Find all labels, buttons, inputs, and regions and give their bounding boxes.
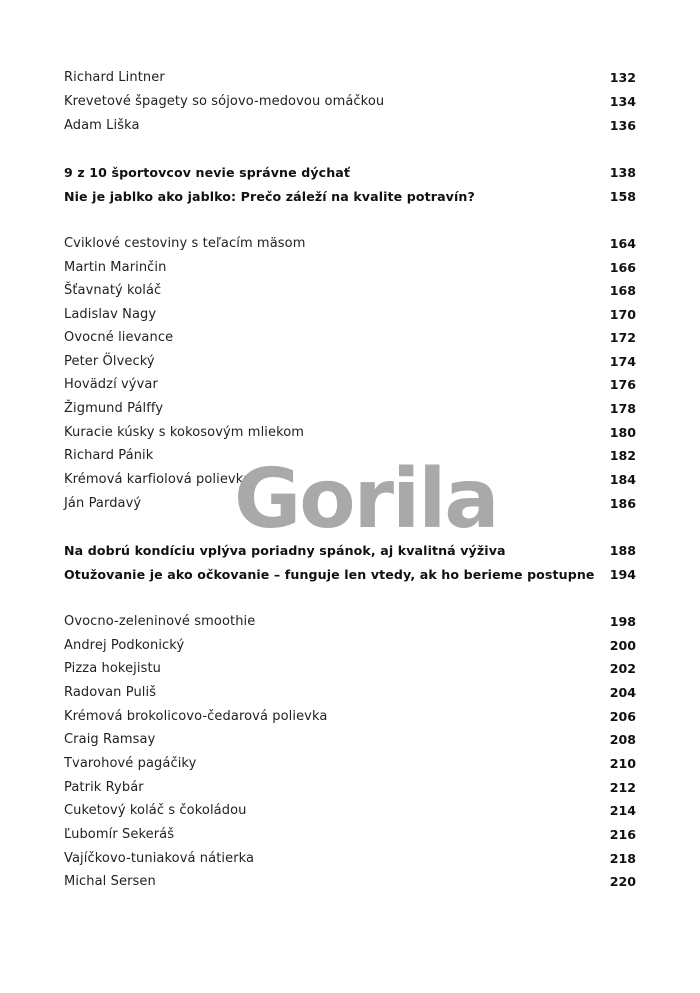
toc-entry-page: 184	[609, 471, 636, 487]
toc-entry-page: 166	[609, 259, 636, 275]
toc-entry-page: 172	[609, 329, 636, 345]
toc-entry-title: Martin Marinčin	[64, 259, 167, 275]
toc-entry-page: 212	[609, 779, 636, 795]
toc-section-entry	[64, 185, 636, 207]
toc-entry-page: 220	[609, 873, 636, 889]
toc-entry-title: Šťavnatý koláč	[64, 282, 162, 298]
toc-entry-title: Peter Ölvecký	[64, 353, 155, 369]
toc-entry	[64, 823, 636, 845]
toc-entry-title: Kuracie kúsky s kokosovým mliekom	[64, 424, 305, 440]
toc-entry	[64, 705, 636, 727]
toc-entry-page: 206	[609, 708, 636, 724]
toc-entry-title: Adam Liška	[64, 117, 140, 133]
toc-entry-page: 200	[609, 637, 636, 653]
toc-entry	[64, 303, 636, 325]
toc-section-title: 9 z 10 športovcov nevie správne dýchať	[64, 164, 350, 180]
toc-entry	[64, 421, 636, 443]
toc-entry	[64, 681, 636, 703]
toc-entry-page: 182	[609, 447, 636, 463]
toc-entry-title: Radovan Puliš	[64, 684, 157, 700]
toc-entry-title: Krémová karfiolová polievka	[64, 471, 252, 487]
toc-entry-title: Michal Sersen	[64, 873, 156, 889]
toc-entry	[64, 870, 636, 892]
toc-entry	[64, 397, 636, 419]
toc-entry-title: Ján Pardavý	[64, 495, 142, 511]
toc-entry	[64, 326, 636, 348]
toc-entry	[64, 752, 636, 774]
toc-entry	[64, 279, 636, 301]
toc-section-title: Otužovanie je ako očkovanie – funguje len vtedy, ak ho berieme postupne	[64, 566, 595, 582]
toc-entry-page: 216	[609, 826, 636, 842]
toc-entry	[64, 114, 636, 136]
toc-entry-page: 214	[609, 802, 636, 818]
gorila-watermark-logo: Gorila	[234, 452, 498, 547]
toc-entry-title: Pizza hokejistu	[64, 660, 162, 676]
toc-entry-page: 164	[609, 235, 636, 251]
toc-entry-title: Ovocno-zeleninové smoothie	[64, 613, 256, 629]
toc-entry	[64, 776, 636, 798]
toc-section-title: Nie je jablko ako jablko: Prečo záleží na kvalite potravín?	[64, 188, 475, 204]
toc-entry	[64, 90, 636, 112]
toc-entry-title: Ladislav Nagy	[64, 306, 157, 322]
toc-entry	[64, 468, 636, 490]
toc-entry-page: 204	[609, 684, 636, 700]
toc-section-entry	[64, 563, 636, 585]
toc-entry	[64, 610, 636, 632]
toc-entry-title: Patrik Rybár	[64, 779, 144, 795]
toc-entry-page: 194	[609, 566, 636, 582]
toc-entry-title: Žigmund Pálffy	[64, 400, 164, 416]
toc-entry-page: 178	[609, 400, 636, 416]
toc-entry	[64, 634, 636, 656]
toc-entry-page: 174	[609, 353, 636, 369]
toc-entry	[64, 847, 636, 869]
toc-entry-page: 176	[609, 376, 636, 392]
toc-entry-page: 168	[609, 282, 636, 298]
toc-entry-title: Cviklové cestoviny s teľacím mäsom	[64, 235, 306, 251]
toc-entry-page: 186	[609, 495, 636, 511]
toc-entry	[64, 66, 636, 88]
toc-entry-title: Vajíčkovo-tuniaková nátierka	[64, 850, 255, 866]
toc-entry-title: Ľubomír Sekeráš	[64, 826, 175, 842]
toc-entry-page: 202	[609, 660, 636, 676]
toc-entry-title: Andrej Podkonický	[64, 637, 185, 653]
toc-entry-title: Richard Pánik	[64, 447, 154, 463]
toc-entry	[64, 444, 636, 466]
toc-entry	[64, 373, 636, 395]
toc-entry-page: 134	[609, 93, 636, 109]
toc-section-entry	[64, 161, 636, 183]
toc-entry-title: Cuketový koláč s čokoládou	[64, 802, 247, 818]
toc-entry	[64, 728, 636, 750]
toc-section-entry	[64, 539, 636, 561]
toc-entry	[64, 232, 636, 254]
toc-entry-page: 188	[609, 542, 636, 558]
toc-entry-page: 132	[609, 69, 636, 85]
toc-entry-page: 136	[609, 117, 636, 133]
toc-entry	[64, 492, 636, 514]
toc-entry-page: 198	[609, 613, 636, 629]
toc-entry	[64, 256, 636, 278]
toc-entry-page: 180	[609, 424, 636, 440]
toc-entry-page: 208	[609, 731, 636, 747]
toc-entry-title: Richard Lintner	[64, 69, 165, 85]
toc-entry	[64, 657, 636, 679]
toc-entry-page: 218	[609, 850, 636, 866]
toc-entry-title: Craig Ramsay	[64, 731, 156, 747]
toc-entry-title: Krémová brokolicovo-čedarová polievka	[64, 708, 328, 724]
toc-entry-page: 210	[609, 755, 636, 771]
toc-entry-page: 158	[609, 188, 636, 204]
toc-entry-page: 138	[609, 164, 636, 180]
toc-entry	[64, 799, 636, 821]
toc-entry	[64, 350, 636, 372]
toc-entry-title: Ovocné lievance	[64, 329, 174, 345]
toc-entry-title: Hovädzí vývar	[64, 376, 158, 392]
toc-section-title: Na dobrú kondíciu vplýva poriadny spánok, aj kvalitná výživa	[64, 542, 506, 558]
toc-entry-page: 170	[609, 306, 636, 322]
toc-entry-title: Tvarohové pagáčiky	[64, 755, 197, 771]
toc-entry-title: Krevetové špagety so sójovo-medovou omáčkou	[64, 93, 385, 109]
